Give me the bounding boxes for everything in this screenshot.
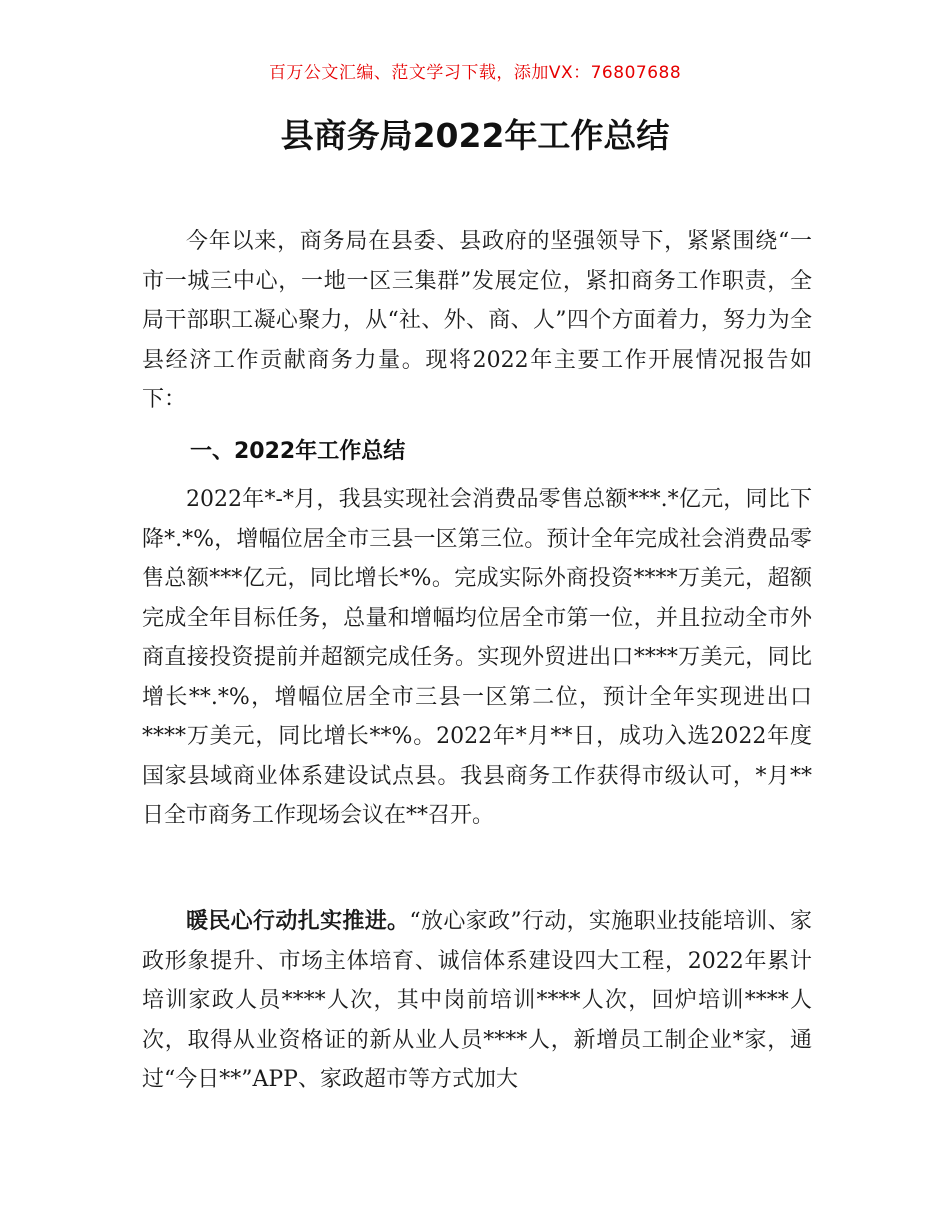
section-heading: 一、2022年工作总结 xyxy=(190,439,406,464)
summary-paragraph: 2022年*-*月，我县实现社会消费品零售总额***.*亿元，同比下降*.*%，增幅位居全市三县一区第三位。预计全年完成社会消费品零售总额***亿元，同比增长*%。完成实际外商投资****万美元，超额完成全年目标任务，总量和增幅均位居全市第一位，并且拉动全市外商直接投资提前并超额完成任务。实现外贸进出口****万美元，同比增长**.*%，增幅位居全市三县一区第二位，预计全年实现进出口****万美元，同比增长**%。2022年*月**日，成功入选2022年度国家县域商业体系建设试点县。我县商务工作获得市级认可，*月**日全市商务工作现场会议在**召开。 xyxy=(142,487,812,828)
subsection-lead: 暖民心行动扎实推进。 xyxy=(186,909,410,934)
intro-paragraph: 今年以来，商务局在县委、县政府的坚强领导下，紧紧围绕“一市一城三中心，一地一区三集群”发展定位，紧扣商务工作职责，全局干部职工凝心聚力，从“社、外、商、人”四个方面着力，努力为全县经济工作贡献商务力量。现将2022年主要工作开展情况报告如下： xyxy=(142,229,812,412)
document-title: 县商务局2022年工作总结 xyxy=(280,116,670,155)
subsection-paragraph xyxy=(142,902,812,1100)
subsection-text: “放心家政”行动，实施职业技能培训、家政形象提升、市场主体培育、诚信体系建设四大工程，2022年累计培训家政人员****人次，其中岗前培训****人次，回炉培训****人次，取得从业资格证的新从业人员****人，新增员工制企业*家，通过“今日**”APP、家政超市等方式加大 xyxy=(142,909,812,1092)
watermark-header: 百万公文汇编、范文学习下载，添加VX：76807688 xyxy=(268,63,682,83)
